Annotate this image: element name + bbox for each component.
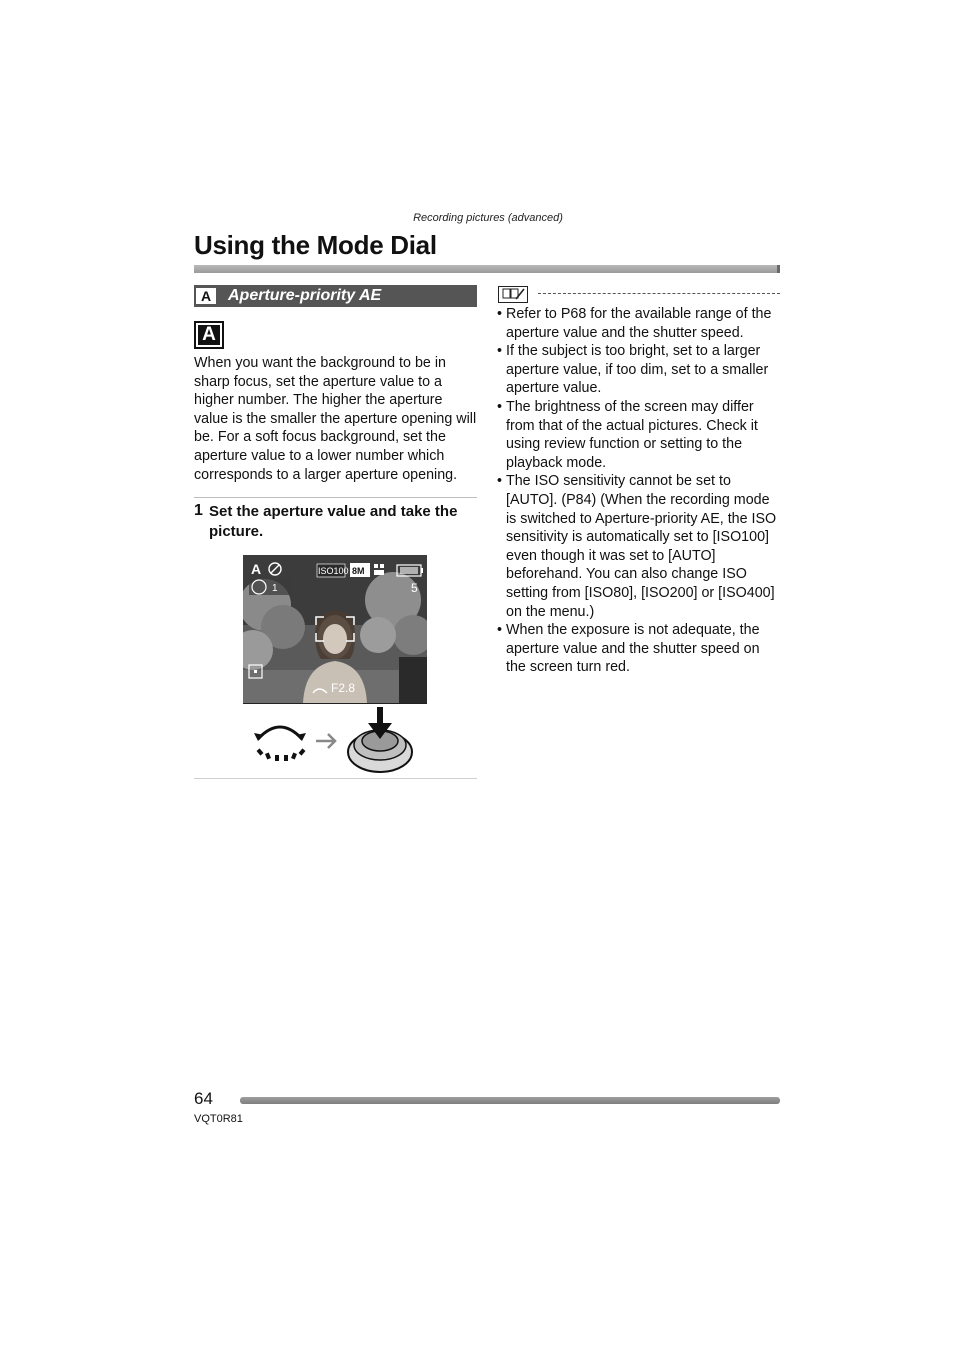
intro-paragraph: When you want the background to be in sharp focus, set the aperture value to a higher number. The higher the aperture value is the smaller the aperture opening will be. For a soft focus background, set the aperture value to a lower number which corresponds to a larger aperture opening. xyxy=(194,355,477,483)
rear-dial-rotate-icon xyxy=(254,727,306,761)
running-head: Recording pictures (advanced) xyxy=(413,212,563,224)
note-item: • When the exposure is not adequate, the aperture value and the shutter speed on the screen turn red. xyxy=(497,621,781,677)
step-number: 1 xyxy=(194,502,203,519)
note-item: • The ISO sensitivity cannot be set to [AUTO]. (P84) (When the recording mode is switched to Aperture-priority AE, the ISO sensitivity is automatically set to [ISO100] even though it was set to [AUTO] beforehand. You can also change ISO setting from [ISO80], [ISO200] or [ISO400] on the menu.) xyxy=(497,472,781,621)
arrow-right-icon xyxy=(316,734,335,748)
lcd-shots-remaining: 5 xyxy=(411,581,418,595)
page-title: Using the Mode Dial xyxy=(194,230,437,260)
section-header xyxy=(194,285,477,307)
note-icon xyxy=(498,286,528,303)
note-item: • If the subject is too bright, set to a larger aperture value, if too dim, set to a smaller aperture value. xyxy=(497,342,781,398)
section-letter: A xyxy=(196,288,216,304)
section-title: Aperture-priority AE xyxy=(228,287,382,304)
aperture-mode-icon xyxy=(194,321,224,349)
step-divider-top xyxy=(194,497,477,498)
lcd-mode-indicator: A xyxy=(251,561,262,577)
note-divider xyxy=(538,293,780,294)
note-item: • The brightness of the screen may differ from that of the actual pictures. Check it using review function or setting to the playback mode. xyxy=(497,398,781,472)
shutter-button-icon xyxy=(348,707,412,772)
document-code: VQT0R81 xyxy=(194,1113,243,1125)
camera-lcd-screen xyxy=(243,555,427,704)
notes-list xyxy=(497,305,781,677)
step-instruction: Set the aperture value and take the picture. xyxy=(209,503,458,540)
note-item: • Refer to P68 for the available range of the aperture value and the shutter speed. xyxy=(497,305,781,342)
step-divider-bottom xyxy=(194,778,477,779)
lcd-resolution-indicator: 8M xyxy=(352,566,365,576)
dial-and-shutter-illustration xyxy=(250,707,420,777)
lcd-iso-indicator: ISO100 xyxy=(318,566,349,576)
title-rule xyxy=(194,265,780,273)
mode-icon-letter: A xyxy=(198,325,220,345)
lcd-aperture-value: F2.8 xyxy=(331,681,356,695)
footer-rule xyxy=(240,1097,780,1104)
lcd-stabilizer-mode: 1 xyxy=(272,583,278,594)
page-number: 64 xyxy=(194,1089,213,1108)
